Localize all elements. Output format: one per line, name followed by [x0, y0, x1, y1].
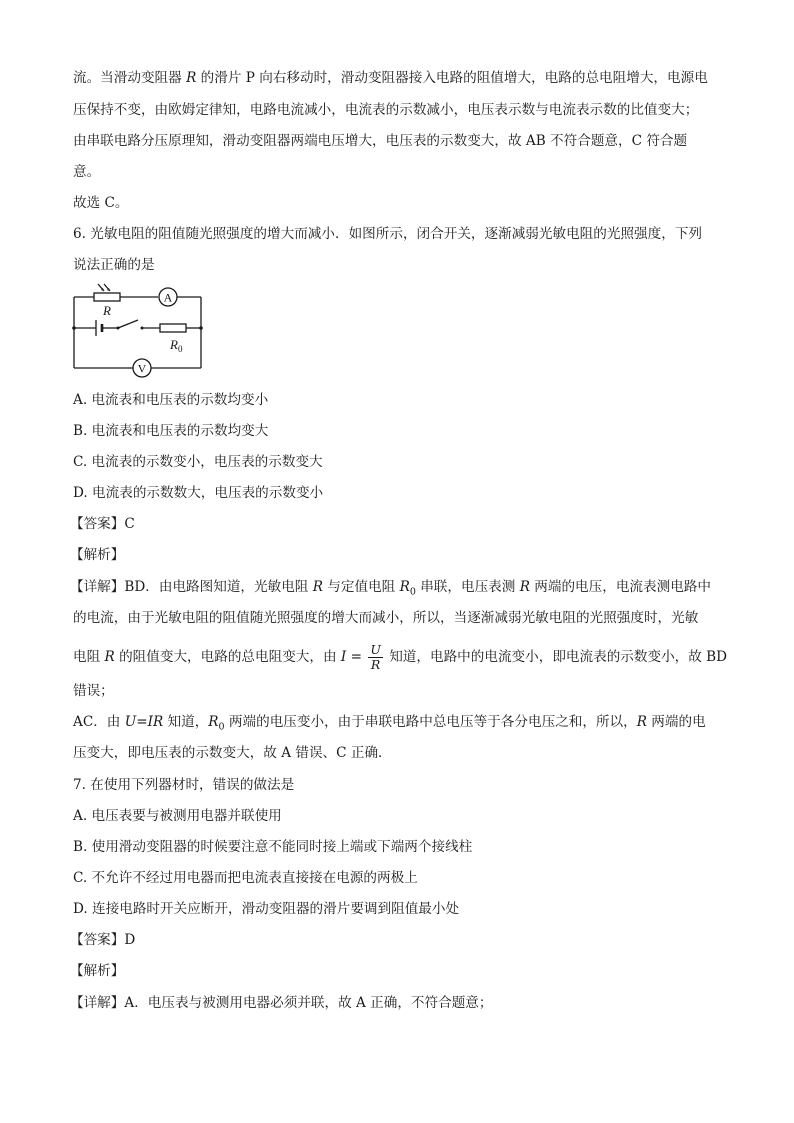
prev-line-3: 由串联电路分压原理知，滑动变阻器两端电压增大，电压表的示数变大，故 AB 不符合题意，C 符合题	[73, 133, 688, 149]
q6-detail-1: 【详解】BD．由电路图知道，光敏电阻 R 与定值电阻 $R_0$ 串联，电压表测 R 两端的电压，电流表测电路中	[70, 579, 711, 598]
voltmeter-label: V	[137, 361, 147, 376]
q7-detail-1: 【详解】A．电压表与被测用电器必须并联，故 A 正确，不符合题意；	[70, 995, 493, 1011]
q7-option-a: A. 电压表要与被测用电器并联使用	[73, 808, 282, 824]
ohm-fraction: $\frac{U}{R}$	[370, 642, 381, 672]
prev-line-1: 流。当滑动变阻器 R 的滑片 P 向右移动时，滑动变阻器接入电路的阻值增大，电路的总电阻增大，电源电	[73, 70, 708, 86]
q6-detail-4: 错误；	[73, 683, 114, 699]
prev-line-2: 压保持不变，由欧姆定律知，电路电流减小，电流表的示数减小，电压表示数与电流表示数的比值变大；	[73, 102, 699, 118]
q6-analysis-label: 【解析】	[70, 547, 125, 563]
q6-stem-2: 说法正确的是	[73, 257, 155, 273]
q6-stem-1: 6. 光敏电阻的阻值随光照强度的增大而减小．如图所示，闭合开关，逐渐减弱光敏电阻的光照强度，下列	[73, 226, 703, 242]
q6-option-c: C. 电流表的示数变小，电压表的示数变大	[73, 454, 323, 470]
prev-answer-line: 故选 C。	[73, 195, 129, 211]
q6-option-b: B. 电流表和电压表的示数均变大	[73, 423, 269, 439]
photoresistor-r	[94, 293, 120, 301]
q6-detail-2: 的电流，由于光敏电阻的阻值随光照强度的增大而减小，所以，当逐渐减弱光敏电阻的光照强度时，光敏	[73, 610, 699, 626]
ammeter-label: A	[163, 290, 173, 305]
q7-stem: 7. 在使用下列器材时，错误的做法是	[73, 777, 295, 793]
q6-answer: 【答案】C	[70, 516, 135, 532]
circuit-diagram	[66, 282, 208, 382]
q6-detail-6: 压变大，即电压表的示数变大，故 A 错误、C 正确．	[73, 745, 392, 761]
q6-option-a: A. 电流表和电压表的示数均变小	[73, 392, 269, 408]
fixed-resistor-r0	[160, 324, 186, 332]
r0-label: $R_0$	[170, 337, 183, 354]
q7-answer: 【答案】D	[70, 932, 136, 948]
q7-option-d: D. 连接电路时开关应断开，滑动变阻器的滑片要调到阻值最小处	[73, 901, 460, 917]
switch-blade	[118, 320, 138, 328]
r-label: R	[103, 303, 111, 318]
q6-detail-5: AC．由 U=IR 知道，$R_0$ 两端的电压变小，由于串联电路中总电压等于各分电压之和，所以，R 两端的电	[73, 714, 706, 733]
prev-line-4: 意。	[73, 164, 101, 180]
q7-option-c: C. 不允许不经过用电器而把电流表直接接在电源的两极上	[73, 870, 418, 886]
q6-option-d: D. 电流表的示数数大，电压表的示数变小	[73, 485, 324, 501]
q7-analysis-label: 【解析】	[70, 963, 125, 979]
q7-option-b: B. 使用滑动变阻器的时候要注意不能同时接上端或下端两个接线柱	[73, 839, 473, 855]
q6-detail-3: 电阻 R 的阻值变大，电路的总电阻变大，由 I = $\frac{U}{R}$ 知道，电路中的电流变小，即电流表的示数变小，故 BD	[73, 642, 728, 672]
